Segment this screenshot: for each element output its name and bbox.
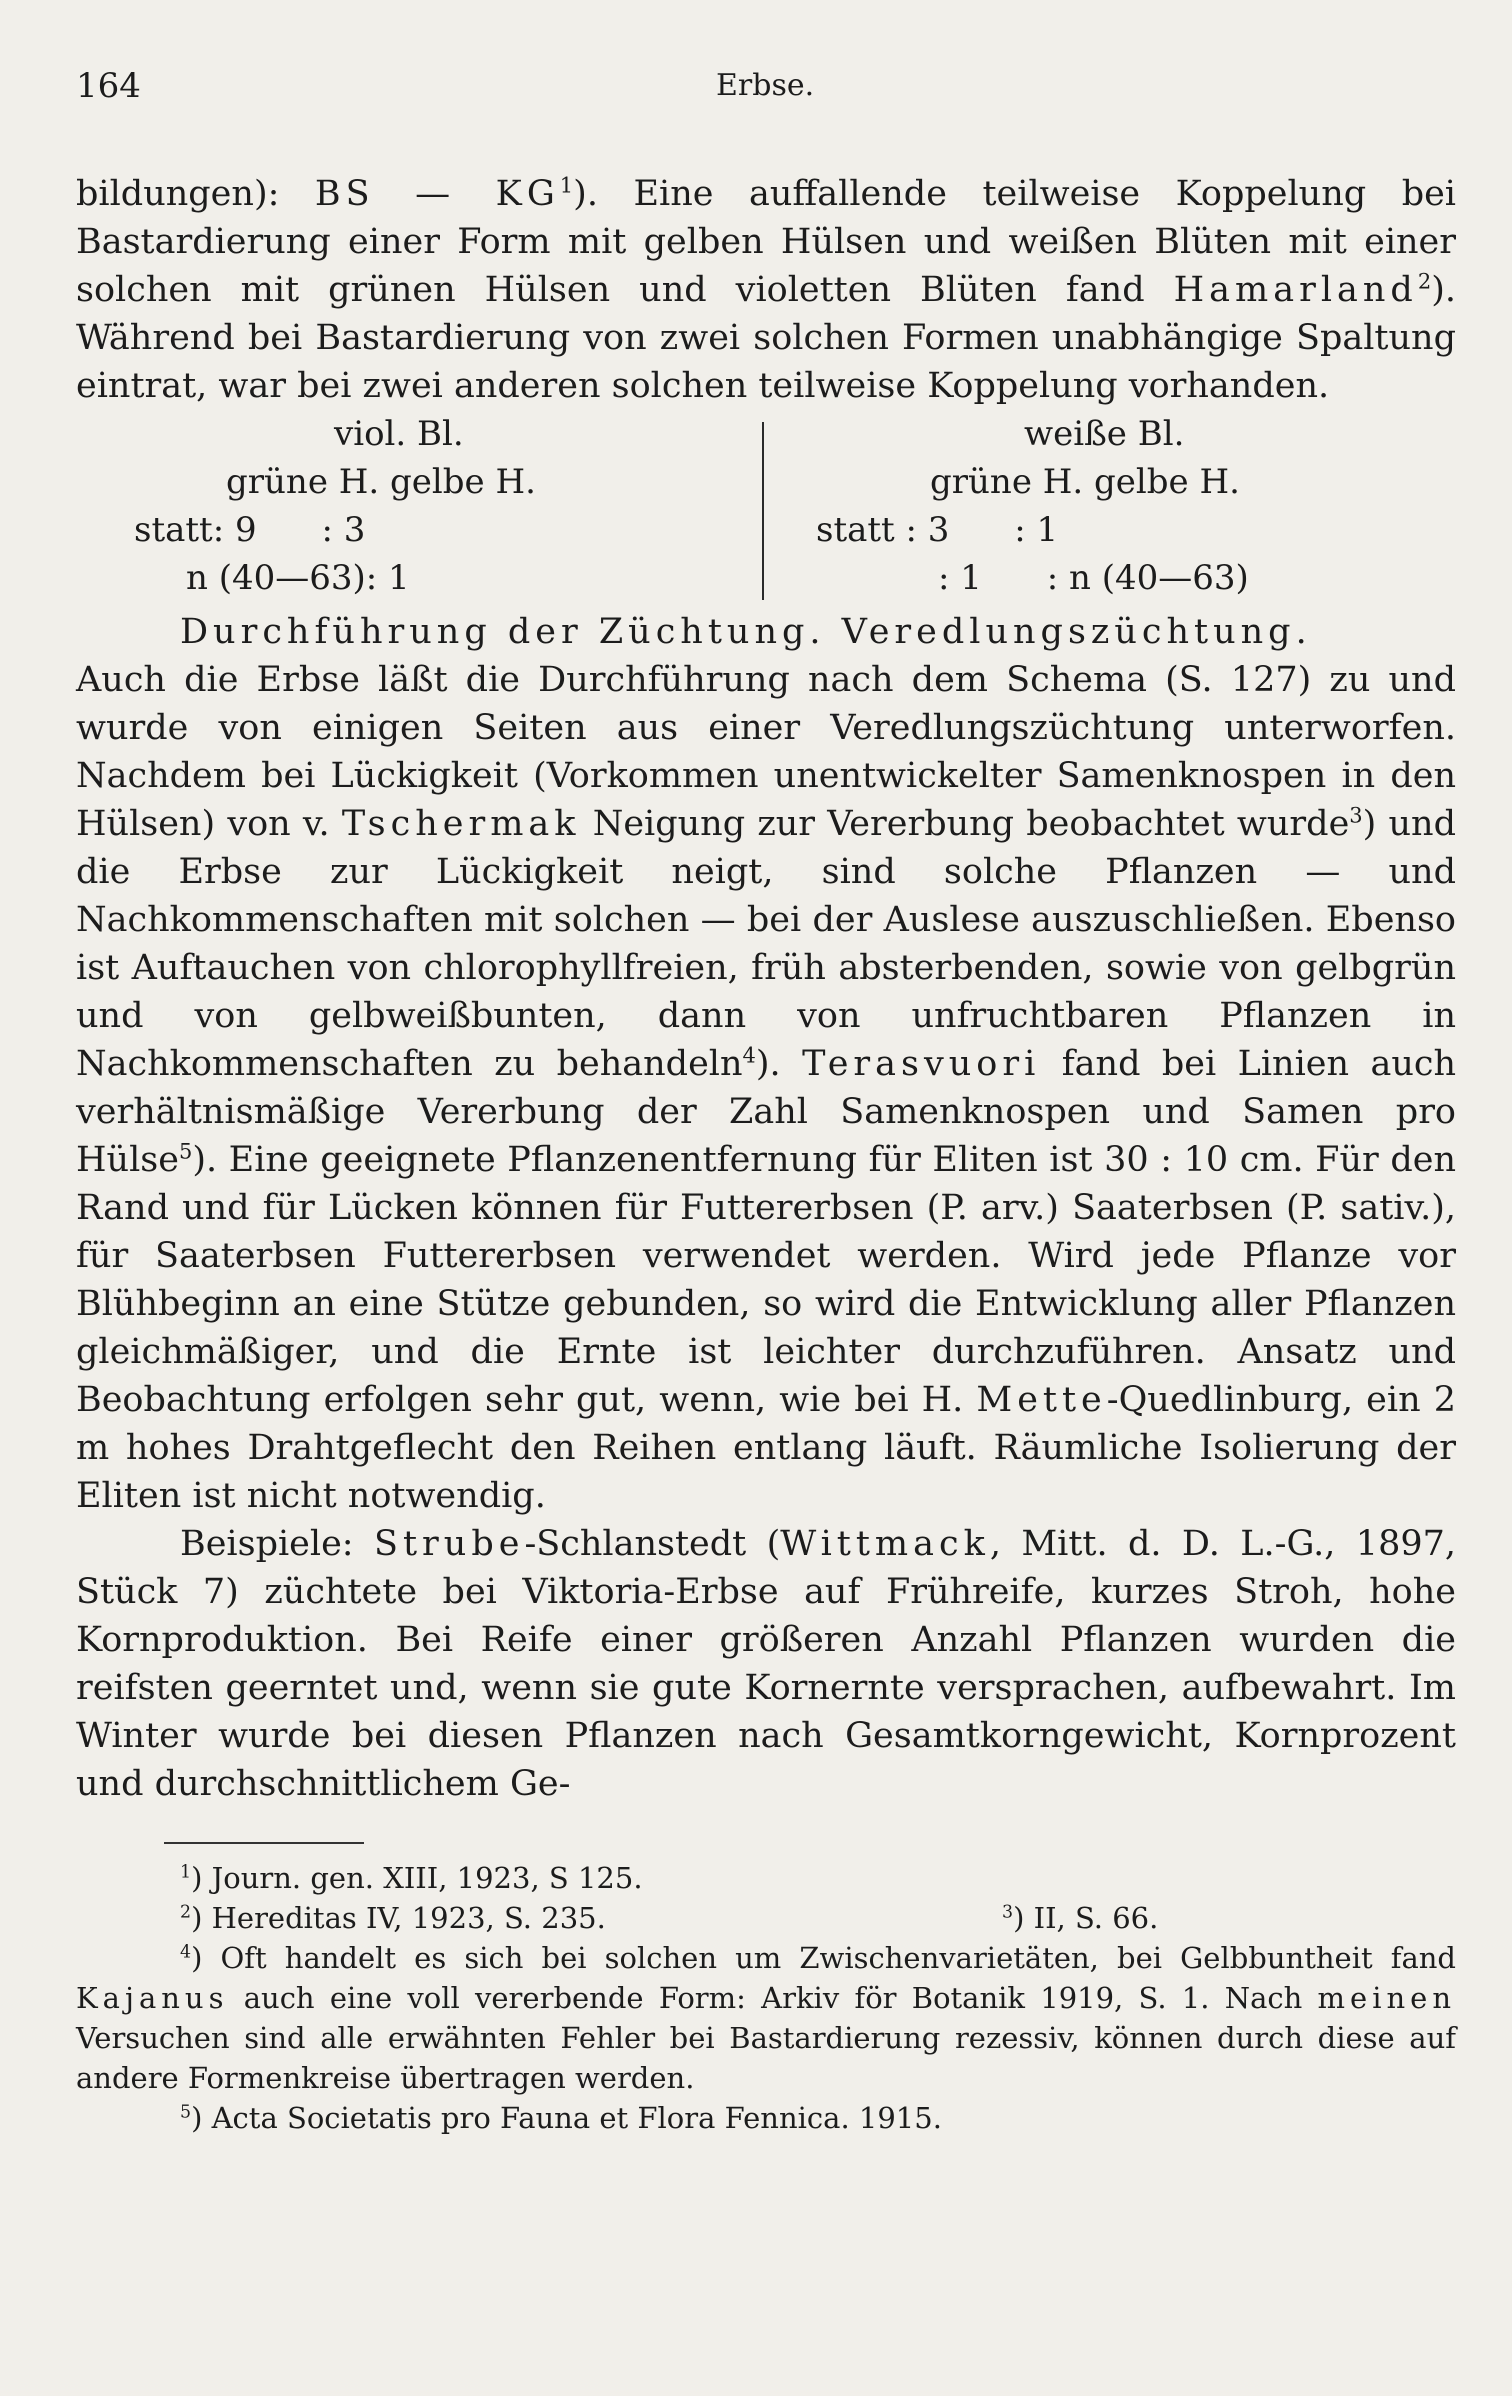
footnote-mark: 2 bbox=[180, 1902, 192, 1923]
author-name: Hamarland bbox=[1173, 270, 1418, 310]
footnote-1 bbox=[76, 1858, 1456, 1898]
footnote-text: auch eine voll vererbende Form: Arkiv för Botanik 1919, S. 1. Nach bbox=[228, 1981, 1318, 2015]
text-run: -Schlanstedt ( bbox=[524, 1524, 781, 1564]
footnote-text: ) Oft handelt es sich bei solchen um Zwischenvarietäten, bei Gelbbuntheit fand bbox=[191, 1941, 1456, 1975]
text-run: Auch die Erbse läßt die Durchführung nach dem Schema (S. 127) zu und wurde von einigen Seiten aus einer Veredlungszüchtung unterworfen. Nachdem bei Lückigkeit (Vorkommen unentwickelter Samenknospen in den Hülsen) von v. bbox=[76, 660, 1456, 844]
footnote-mark: 1 bbox=[180, 1862, 192, 1883]
table-right-headers: grüne H. gelbe H. bbox=[930, 462, 1240, 502]
footnote-ref-1[interactable]: 1 bbox=[559, 173, 574, 198]
table-right-title: weiße Bl. bbox=[1024, 414, 1185, 454]
emphasis: meinen bbox=[1317, 1981, 1456, 2015]
author-name: Mette bbox=[976, 1380, 1107, 1420]
footnote-mark: 4 bbox=[180, 1942, 192, 1963]
footnotes bbox=[76, 1858, 1456, 2138]
footnote-rule bbox=[164, 1842, 364, 1844]
text-run: bildungen): bbox=[76, 174, 315, 214]
text-run: fand bei Linien auch verhältnismäßige Vererbung der Zahl Samenknospen und Samen pro Hülse bbox=[76, 1044, 1457, 1180]
section-heading: Durchführung der Züchtung. Veredlungszüchtung. bbox=[180, 612, 1312, 652]
footnote-text: ) II, S. 66. bbox=[1013, 1901, 1159, 1935]
footnote-text: ) Hereditas IV, 1923, S. 235. bbox=[191, 1901, 606, 1935]
footnote-ref-5[interactable]: 5 bbox=[178, 1139, 193, 1164]
text-run: ). Eine geeignete Pflanzenentfernung für Eliten ist 30 : 10 cm. Für den Rand und für Lücken können für Futtererbsen (P. arv.) Saaterbsen (P. sativ.), für Saaterbsen Futtererbsen verwendet werden. Wird jede Pflanze vor Blühbeginn an eine Stütze gebunden, so wird die Entwicklung aller Pflanzen gleichmäßiger, und die Ernte ist leichter durchzuführen. Ansatz und Beobachtung erfolgen sehr gut, wenn, wie bei H. bbox=[76, 1140, 1456, 1420]
footnote-2 bbox=[180, 1898, 606, 1938]
author-name: Tschermak bbox=[341, 804, 581, 844]
author-name: Kajanus bbox=[76, 1981, 229, 2015]
footnote-mark: 3 bbox=[1002, 1902, 1014, 1923]
footnote-ref-2[interactable]: 2 bbox=[1417, 269, 1432, 294]
footnote-4 bbox=[76, 1938, 1456, 2098]
text-run: ). bbox=[755, 1044, 803, 1084]
book-page bbox=[76, 66, 1456, 2138]
table-divider bbox=[762, 422, 764, 600]
text-run: , Mitt. d. D. L.-G., 1897, Stück 7) züchtete bei Viktoria-Erbse auf Frühreife, kurzes Stroh, hohe Kornproduktion. Bei Reife einer größeren Anzahl Pflanzen wurden die reifsten geerntet und, wenn sie gute Kornernte versprachen, aufbewahrt. Im Winter wurde bei diesen Pflanzen nach Gesamtkorngewicht, Kornprozent und durchschnittlichem Ge- bbox=[76, 1524, 1456, 1804]
text-run: ). Eine auffallende teilweise Koppelung bei Bastardierung einer Form mit gelben Hülsen und weißen Blüten mit einer solchen mit grünen Hülsen und violetten Blüten fand bbox=[76, 174, 1456, 310]
footnote-text: ) Journ. gen. XIII, 1923, S 125. bbox=[191, 1861, 643, 1895]
running-title: Erbse. bbox=[716, 68, 815, 103]
author-name: Wittmack bbox=[780, 1524, 990, 1564]
intro-paragraph bbox=[76, 170, 1456, 410]
footnote-line-2-3 bbox=[76, 1898, 1456, 1938]
footnote-mark: 5 bbox=[180, 2102, 192, 2123]
page-number: 164 bbox=[76, 66, 141, 106]
table-right-row-1: statt : 3 : 1 bbox=[816, 510, 1059, 550]
breeding-paragraph bbox=[76, 656, 1456, 1520]
footnote-3 bbox=[1002, 1898, 1159, 1938]
segregation-table bbox=[76, 410, 1456, 608]
text-run: Neigung zur Vererbung beobachtet wurde bbox=[580, 804, 1350, 844]
table-left-title: viol. Bl. bbox=[334, 414, 464, 454]
footnote-ref-4[interactable]: 4 bbox=[742, 1043, 756, 1068]
text-run: Beispiele: bbox=[180, 1524, 374, 1564]
main-text bbox=[76, 170, 1456, 1808]
footnote-text: ) Acta Societatis pro Fauna et Flora Fennica. 1915. bbox=[191, 2101, 942, 2135]
table-right-row-2: : 1 : n (40—63) bbox=[938, 558, 1249, 598]
page-header bbox=[76, 66, 1456, 126]
examples-paragraph bbox=[76, 1520, 1456, 1808]
table-left-row-2: n (40—63): 1 bbox=[186, 558, 410, 598]
text-run: ) und die Erbse zur Lückigkeit neigt, sind solche Pflanzen — und Nachkommenschaften mit solchen — bei der Auslese auszuschließen. Ebenso ist Auftauchen von chlorophyllfreien, früh absterbenden, sowie von gelbgrün und von gelbweißbunten, dann von unfruchtbaren Pflanzen in Nachkommenschaften zu behandeln bbox=[76, 804, 1456, 1084]
author-name: Terasvuori bbox=[802, 1044, 1041, 1084]
footnote-5 bbox=[76, 2098, 1456, 2138]
footnote-text: Versuchen sind alle erwähnten Fehler bei Bastardierung rezessiv, können durch diese auf andere Formenkreise übertragen werden. bbox=[76, 2021, 1456, 2095]
footnote-ref-3[interactable]: 3 bbox=[1349, 803, 1363, 828]
text-run: -Quedlinburg, ein 2 m hohes Drahtgeflecht den Reihen entlang läuft. Räumliche Isolierung der Eliten ist nicht notwendig. bbox=[76, 1380, 1456, 1516]
text-run: ). Während bei Bastardierung von zwei solchen Formen unabhängige Spaltung eintrat, war bei zwei anderen solchen teilweise Koppelung vorhanden. bbox=[76, 270, 1456, 406]
author-name: Strube bbox=[374, 1524, 525, 1564]
spaced-formula: BS — KG bbox=[314, 174, 560, 214]
table-left-headers: grüne H. gelbe H. bbox=[226, 462, 536, 502]
table-left-row-1: statt: 9 : 3 bbox=[134, 510, 366, 550]
